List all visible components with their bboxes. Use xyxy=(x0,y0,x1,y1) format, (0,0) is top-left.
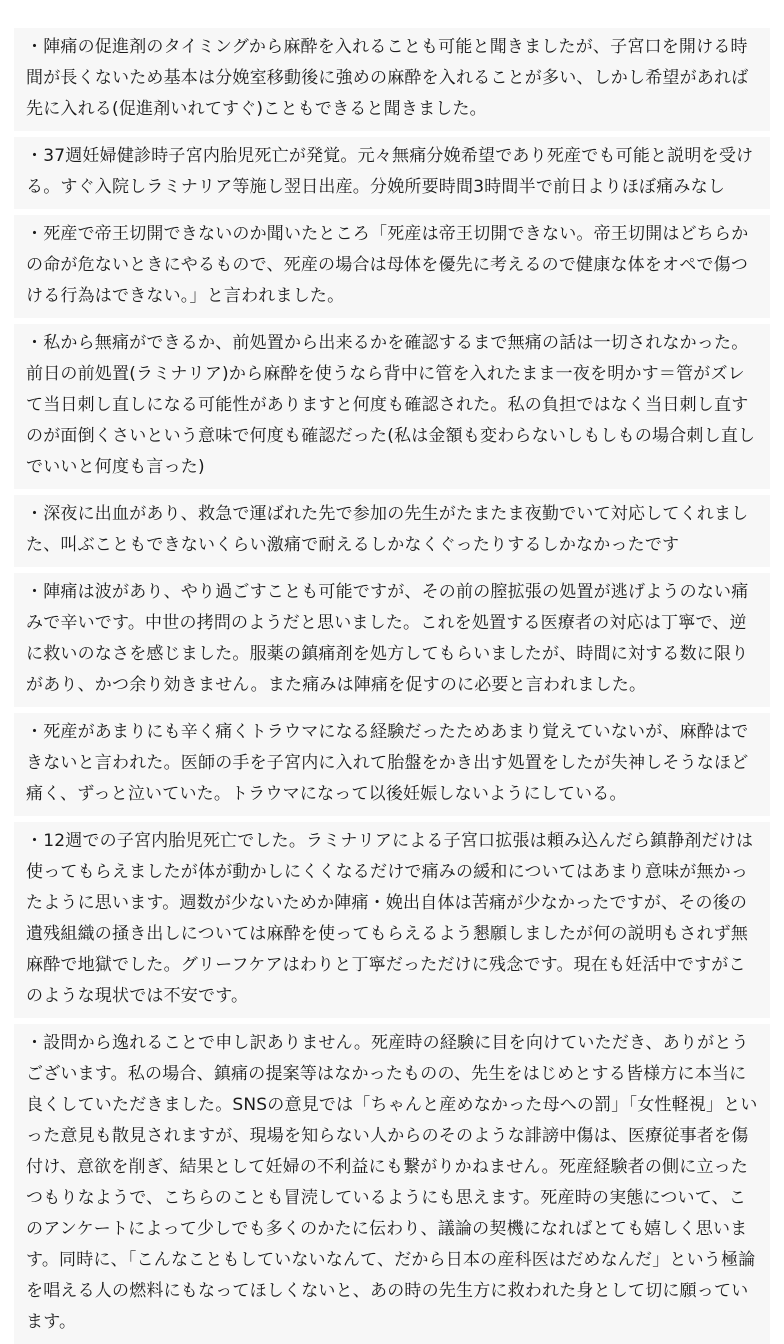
response-entry-9: ・設問から逸れることで申し訳ありません。死産時の経験に目を向けていただき、ありがとうございます。私の場合、鎮痛の提案等はなかったものの、先生をはじめとする皆様方に本当に良くしていただきました。SNSの意見では「ちゃんと産めなかった母への罰」「女性軽視」といった意見も散見されますが、現場を知らない人からのそのような誹謗中傷は、医療従事者を傷付け、意欲を削ぎ、結果として妊婦の不利益にも繋がりかねません。死産経験者の側に立ったつもりなようで、こちらのことも冒涜しているようにも思えます。死産時の実態について、このアンケートによって少しでも多くのかたに伝わり、議論の契機になればとても嬉しく思います。同時に、「こんなこともしていないなんて、だから日本の産科医はだめなんだ」という極論を唱える人の燃料にもなってほしくないと、あの時の先生方に救われた身として切に願っています。 xyxy=(14,1024,770,1344)
response-entry-7: ・死産があまりにも辛く痛くトラウマになる経験だったためあまり覚えていないが、麻酔はできないと言われた。医師の手を子宮内に入れて胎盤をかき出す処置をしたが失神しそうなほど痛く、ずっと泣いていた。トラウマになって以後妊娠しないようにしている。 xyxy=(14,713,770,816)
response-entry-4: ・私から無痛ができるか、前処置から出来るかを確認するまで無痛の話は一切されなかった。前日の前処置(ラミナリア)から麻酔を使うなら背中に管を入れたまま一夜を明かす＝管がズレて当日刺し直しになる可能性がありますと何度も確認された。私の負担ではなく当日刺し直すのが面倒くさいという意味で何度も確認だった(私は金額も変わらないしもしもの場合刺し直しでいいと何度も言った) xyxy=(14,324,770,489)
response-entry-3: ・死産で帝王切開できないのか聞いたところ「死産は帝王切開できない。帝王切開はどちらかの命が危ないときにやるもので、死産の場合は母体を優先に考えるので健康な体をオペで傷つける行為はできない。」と言われました。 xyxy=(14,215,770,318)
response-entry-1: ・陣痛の促進剤のタイミングから麻酔を入れることも可能と聞きましたが、子宮口を開ける時間が長くないため基本は分娩室移動後に強めの麻酔を入れることが多い、しかし希望があれば先に入れる(促進剤いれてすぐ)こともできると聞きました。 xyxy=(14,28,770,131)
response-entry-5: ・深夜に出血があり、救急で運ばれた先で参加の先生がたまたま夜勤でいて対応してくれました、叫ぶこともできないくらい激痛で耐えるしかなくぐったりするしかなかったです xyxy=(14,495,770,567)
response-entry-8: ・12週での子宮内胎児死亡でした。ラミナリアによる子宮口拡張は頼み込んだら鎮静剤だけは使ってもらえましたが体が動かしにくくなるだけで痛みの緩和についてはあまり意味が無かったように思います。週数が少ないためか陣痛・娩出自体は苦痛が少なかったですが、その後の遺残組織の掻き出しについては麻酔を使ってもらえるよう懇願しましたが何の説明もされず無麻酔で地獄でした。グリーフケアはわりと丁寧だっただけに残念です。現在も妊活中ですがこのような現状では不安です。 xyxy=(14,822,770,1018)
response-entry-2: ・37週妊婦健診時子宮内胎児死亡が発覚。元々無痛分娩希望であり死産でも可能と説明を受ける。すぐ入院しラミナリア等施し翌日出産。分娩所要時間3時間半で前日よりほぼ痛みなし xyxy=(14,137,770,209)
response-entry-6: ・陣痛は波があり、やり過ごすことも可能ですが、その前の膣拡張の処置が逃げようのない痛みで辛いです。中世の拷問のようだと思いました。これを処置する医療者の対応は丁寧で、逆に救いのなさを感じました。服薬の鎮痛剤を処方してもらいましたが、時間に対する数に限りがあり、かつ余り効きません。また痛みは陣痛を促すのに必要と言われました。 xyxy=(14,573,770,707)
